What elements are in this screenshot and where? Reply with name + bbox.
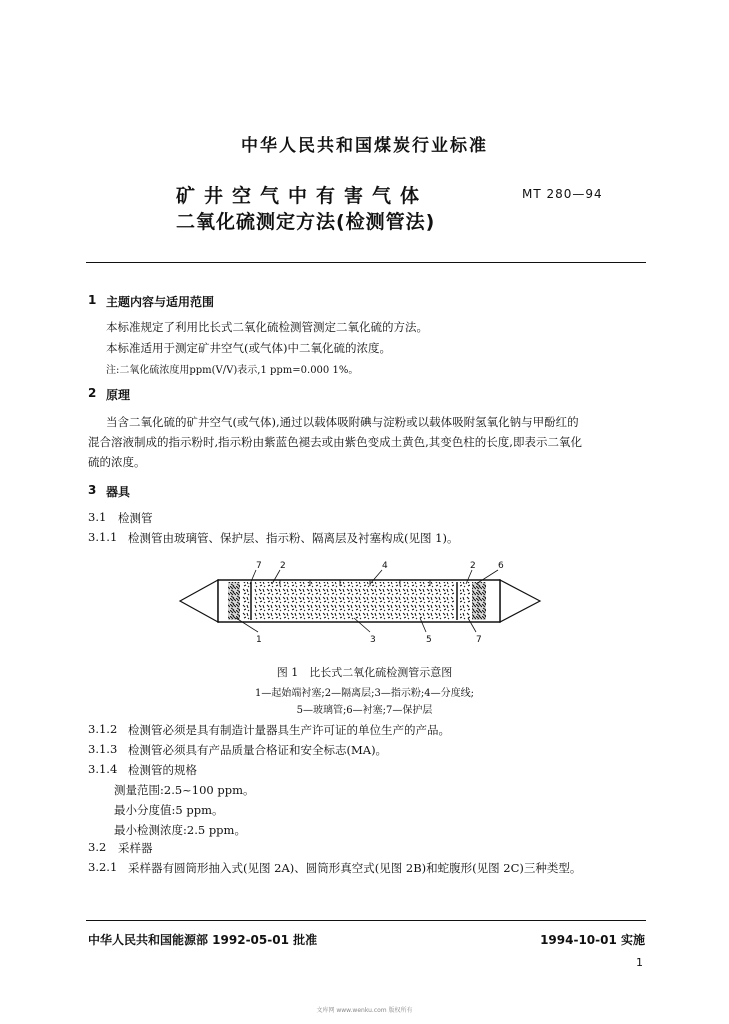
figure-legend-line-2: 5—玻璃管;6—衬塞;7—保护层 xyxy=(296,705,433,716)
section-3-1-number: 3.1 xyxy=(88,510,107,524)
end-plug xyxy=(472,582,486,620)
section-3-1-2-text: 检测管必须是具有制造计量器具生产许可证的单位生产的产品。 xyxy=(128,723,450,737)
label-6-top: 6 xyxy=(498,561,504,571)
section-2-number: 2 xyxy=(88,386,97,400)
page-number: 1 xyxy=(636,956,643,969)
section-2-line-2: 混合溶液制成的指示粉时,指示粉由紫蓝色褪去或由紫色变成土黄色,其变色柱的长度,即表示二氧化 xyxy=(88,435,582,449)
section-1-para-2: 本标准适用于测定矿井空气(或气体)中二氧化硫的浓度。 xyxy=(106,341,391,355)
section-3-2-1-text: 采样器有圆筒形抽入式(见图 2A)、圆筒形真空式(见图 2B)和蛇腹形(见图 2C)三种类型。 xyxy=(128,861,582,875)
figure-caption: 图 1 比长式二氧化硫检测管示意图 xyxy=(276,666,453,679)
label-2-top-left: 2 xyxy=(280,561,286,571)
section-1-title: 主题内容与适用范围 xyxy=(106,295,215,309)
section-3-1-3-text: 检测管必须具有产品质量合格证和安全标志(MA)。 xyxy=(128,743,388,757)
label-3-bottom: 3 xyxy=(370,635,376,645)
spec-min-division: 最小分度值:5 ppm。 xyxy=(114,803,224,817)
section-3-1-1-text: 检测管由玻璃管、保护层、指示粉、隔离层及衬塞构成(见图 1)。 xyxy=(128,531,459,545)
left-protective-layer xyxy=(242,582,250,620)
org-title: 中华人民共和国煤炭行业标准 xyxy=(241,136,488,156)
right-protective-layer xyxy=(460,582,470,620)
section-3-1-title: 检测管 xyxy=(118,511,153,525)
label-5-bottom: 5 xyxy=(426,635,432,645)
standard-code: MT 280—94 xyxy=(522,187,603,201)
label-4-top: 4 xyxy=(382,561,388,571)
spec-range: 测量范围:2.5~100 ppm。 xyxy=(114,783,255,797)
section-1-note: 注:二氧化硫浓度用ppm(V/V)表示,1 ppm=0.000 1%。 xyxy=(106,365,359,376)
section-3-1-2-number: 3.1.2 xyxy=(88,722,118,736)
figure-legend-line-1: 1—起始端衬塞;2—隔离层;3—指示粉;4—分度线; xyxy=(255,688,474,699)
effective-date: 1994-10-01 实施 xyxy=(540,933,645,947)
section-3-title: 器具 xyxy=(106,485,131,499)
spec-min-detection: 最小检测浓度:2.5 ppm。 xyxy=(114,823,246,837)
section-2-line-1: 当含二氧化硫的矿井空气(或气体),通过以载体吸附碘与淀粉或以载体吸附氢氧化钠与甲酚红的 xyxy=(106,415,579,429)
indicator-powder xyxy=(254,582,454,620)
label-1-bottom: 1 xyxy=(256,635,262,645)
section-3-1-1-number: 3.1.1 xyxy=(88,530,118,544)
label-2-top-right: 2 xyxy=(470,561,476,571)
tube-left-tip xyxy=(180,580,218,622)
section-1-number: 1 xyxy=(88,293,97,307)
label-7-bottom: 7 xyxy=(476,635,482,645)
section-2-line-3: 硫的浓度。 xyxy=(88,455,146,469)
detector-tube-figure xyxy=(170,556,550,646)
doc-title-line1: 矿井空气中有害气体 xyxy=(176,185,429,207)
section-3-number: 3 xyxy=(88,483,97,497)
doc-title-line2: 二氧化硫测定方法(检测管法) xyxy=(176,211,436,233)
header-divider xyxy=(86,262,646,263)
tube-right-tip xyxy=(500,580,540,622)
section-3-2-number: 3.2 xyxy=(88,840,107,854)
footer-divider xyxy=(86,920,646,921)
start-plug xyxy=(228,582,240,620)
watermark: 文库网 www.wenku.com 版权所有 xyxy=(316,1007,413,1014)
label-7-top: 7 xyxy=(256,561,262,571)
section-3-1-3-number: 3.1.3 xyxy=(88,742,118,756)
section-1-para-1: 本标准规定了利用比长式二氧化硫检测管测定二氧化硫的方法。 xyxy=(106,320,428,334)
section-3-2-title: 采样器 xyxy=(118,841,153,855)
approval-text: 中华人民共和国能源部 1992-05-01 批准 xyxy=(88,933,318,947)
section-2-title: 原理 xyxy=(106,388,131,402)
section-3-1-4-number: 3.1.4 xyxy=(88,762,118,776)
section-3-1-4-text: 检测管的规格 xyxy=(128,763,197,777)
section-3-2-1-number: 3.2.1 xyxy=(88,860,118,874)
